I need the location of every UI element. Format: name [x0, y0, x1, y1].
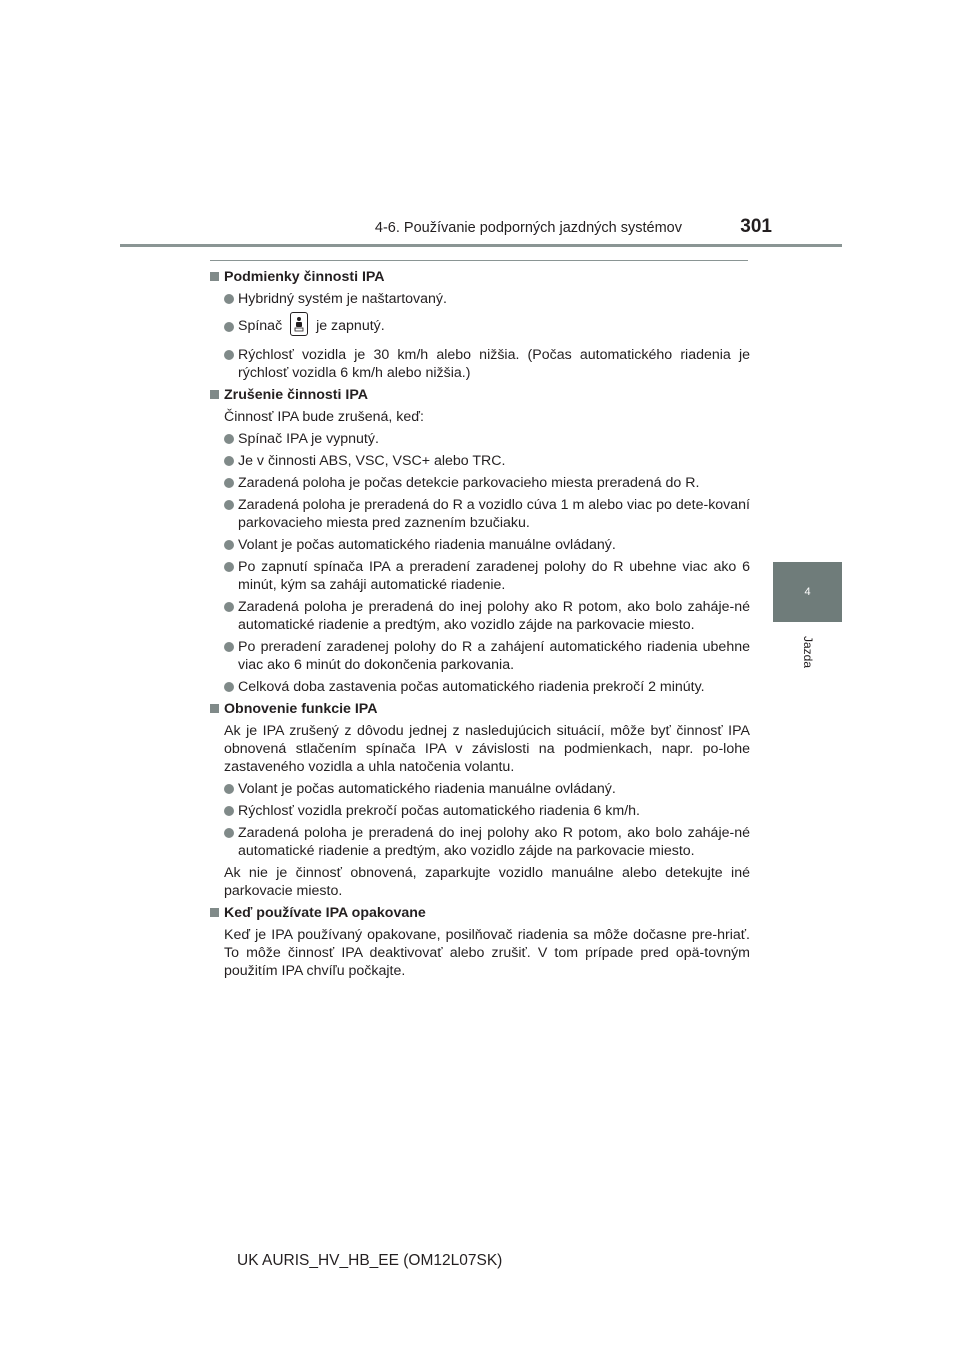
section-ipa-conditions: [210, 268, 750, 382]
round-bullet-icon: [224, 562, 234, 572]
round-bullet-icon: [224, 434, 234, 444]
section-intro: Keď je IPA používaný opakovane, posilňovač riadenia sa môže dočasne pre-hriať. To môže činnosť IPA deaktivovať alebo zrušiť. V tom prípade pred opä-tovným použitím IPA chvíľu počkajte.: [224, 927, 750, 980]
round-bullet-icon: [224, 784, 234, 794]
round-bullet-icon: [224, 828, 234, 838]
round-bullet-icon: [224, 602, 234, 612]
section-outro: Ak nie je činnosť obnovená, zaparkujte vozidlo manuálne alebo detekujte iné parkovacie miesto.: [224, 865, 750, 900]
section-ipa-restore: [210, 700, 750, 900]
list-item: Spínač IPA je vypnutý.: [210, 430, 750, 448]
list-item: Volant je počas automatického riadenia manuálne ovládaný.: [210, 536, 750, 554]
section-ipa-repeated-use: [210, 904, 750, 980]
list-item: Zaradená poloha je počas detekcie parkovacieho miesta preradená do R.: [210, 474, 750, 492]
round-bullet-icon: [224, 350, 234, 360]
section-ipa-cancellation: [210, 386, 750, 696]
header-section-title: 4-6. Používanie podporných jazdných systémov: [374, 220, 682, 236]
round-bullet-icon: [224, 642, 234, 652]
list-item: Zaradená poloha je preradená do inej polohy ako R potom, ako bolo zaháje-né automatické riadenie a predtým, ako vozidlo zájde na parkovacie miesto.: [210, 824, 750, 860]
round-bullet-icon: [224, 456, 234, 466]
round-bullet-icon: [224, 540, 234, 550]
round-bullet-icon: [224, 478, 234, 488]
round-bullet-icon: [224, 682, 234, 692]
list-item: Hybridný systém je naštartovaný.: [210, 290, 750, 308]
list-item: Zaradená poloha je preradená do inej polohy ako R potom, ako bolo zaháje-né automatické riadenie a predtým, ako vozidlo zájde na parkovacie miesto.: [210, 598, 750, 634]
section-intro: Ak je IPA zrušený z dôvodu jednej z nasledujúcich situácií, môže byť činnosť IPA obnovená stlačením spínača IPA v závislosti na podmienkach, napr. po-lohe zastaveného vozidla a uhla natočenia volantu.: [224, 723, 750, 776]
round-bullet-icon: [224, 294, 234, 304]
chapter-number: 4: [804, 586, 811, 598]
square-bullet-icon: [210, 704, 219, 713]
list-item: Rýchlosť vozidla prekročí počas automatického riadenia 6 km/h.: [210, 802, 750, 820]
square-bullet-icon: [210, 272, 219, 281]
list-item: Je v činnosti ABS, VSC, VSC+ alebo TRC.: [210, 452, 750, 470]
section-heading: Obnovenie funkcie IPA: [210, 700, 750, 718]
square-bullet-icon: [210, 390, 219, 399]
list-item-switch: Spínač je zapnutý.: [210, 314, 750, 338]
round-bullet-icon: [224, 500, 234, 510]
header-rule: [120, 244, 842, 247]
section-intro: Činnosť IPA bude zrušená, keď:: [224, 409, 424, 426]
footer-model-code: UK AURIS_HV_HB_EE (OM12L07SK): [237, 1252, 503, 1269]
list-item: Po preradení zaradenej polohy do R a zahájení automatického riadenia ubehne viac ako 6 minút do dokončenia parkovania.: [210, 638, 750, 674]
section-heading: Keď používate IPA opakovane: [210, 904, 750, 922]
round-bullet-icon: [224, 806, 234, 816]
section-heading: Podmienky činnosti IPA: [210, 268, 750, 286]
page-content: [210, 265, 750, 984]
page-number: 301: [740, 216, 772, 237]
round-bullet-icon: [224, 322, 234, 332]
ipa-switch-icon: [290, 312, 308, 336]
chapter-tab[interactable]: [773, 562, 842, 622]
list-item: Volant je počas automatického riadenia manuálne ovládaný.: [210, 780, 750, 798]
list-item: Po zapnutí spínača IPA a preradení zaradenej polohy do R ubehne viac ako 6 minút, kým sa zaháji automatické riadenie.: [210, 558, 750, 594]
list-item: Zaradená poloha je preradená do R a vozidlo cúva 1 m alebo viac po dete-kovaní parkovacieho miesta pred zaznením bzučiaku.: [210, 496, 750, 532]
content-top-rule: [210, 260, 748, 261]
list-item: Rýchlosť vozidla je 30 km/h alebo nižšia. (Počas automatického riadenia je rýchlosť vozidla 6 km/h alebo nižšia.): [210, 346, 750, 382]
section-heading: Zrušenie činnosti IPA: [210, 386, 750, 404]
chapter-label: Jazda: [801, 635, 815, 669]
list-item: Celková doba zastavenia počas automatického riadenia prekročí 2 minúty.: [210, 678, 750, 696]
square-bullet-icon: [210, 908, 219, 917]
